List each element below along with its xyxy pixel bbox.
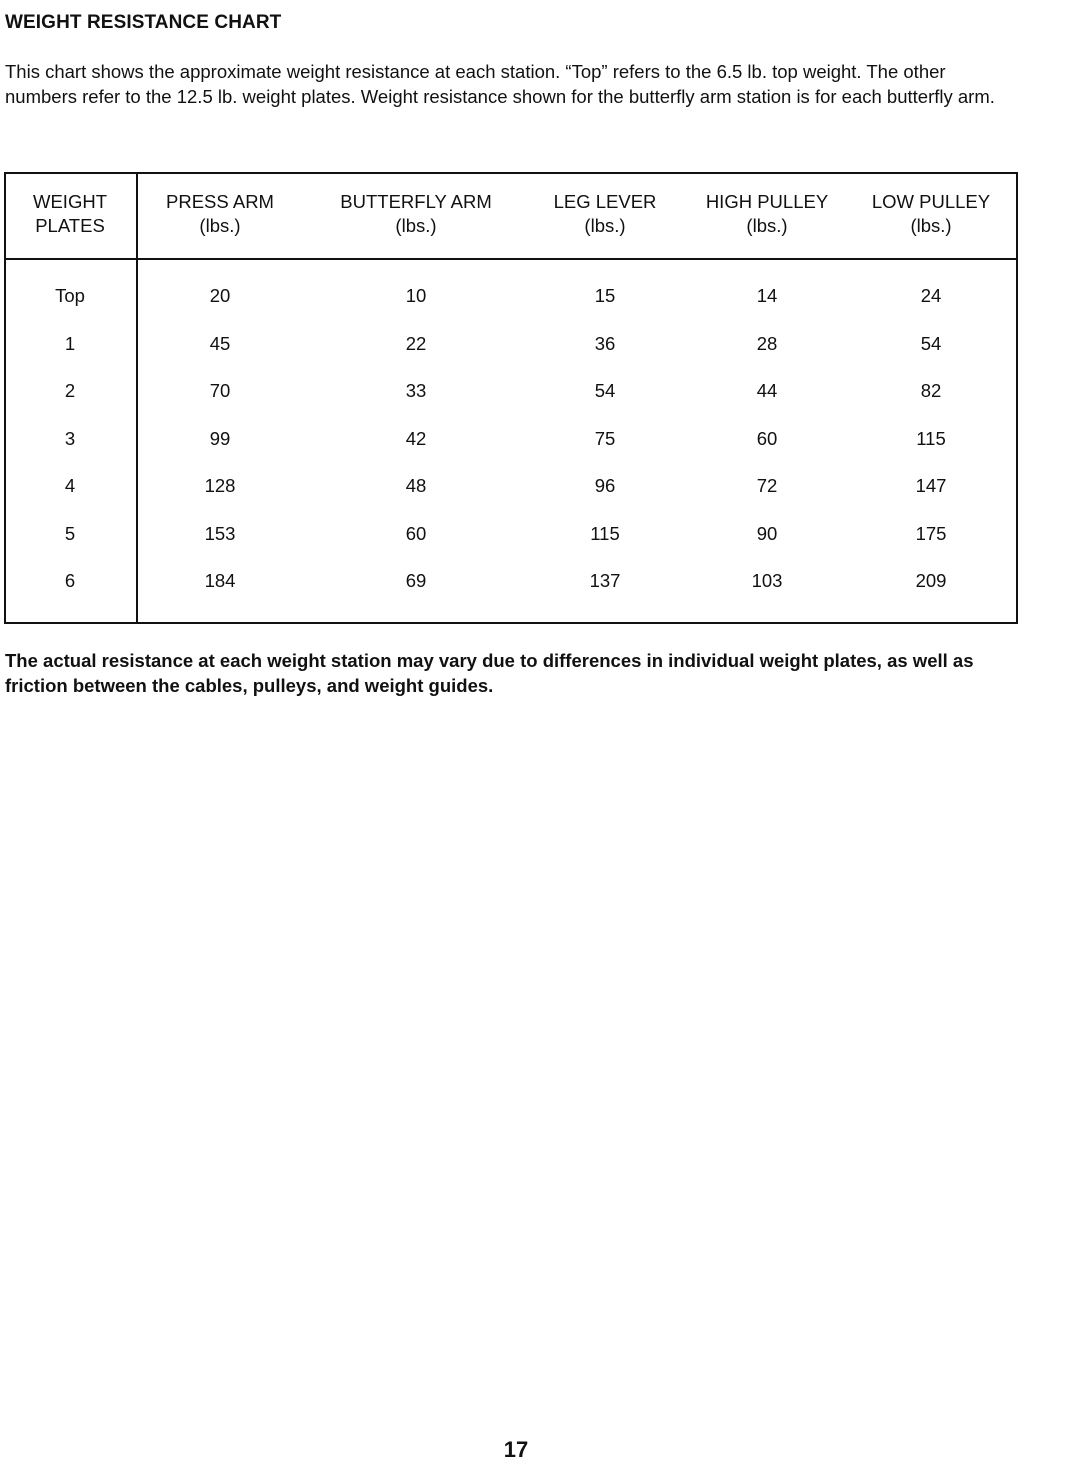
page-number: 17 [503, 1437, 529, 1462]
table-row-label: 4 [64, 475, 76, 496]
table-cell: 153 [204, 522, 236, 544]
header-leg-lever [554, 190, 657, 238]
table-cell: 20 [209, 285, 231, 306]
header-high-pulley [706, 190, 828, 238]
table-row-label: 1 [64, 332, 76, 354]
resistance-note: The actual resistance at each weight station may vary due to differences in individual weight plates, as well as friction between the cables, pulleys, and weight guides. [5, 650, 974, 696]
table-row-label: 6 [64, 570, 76, 591]
header-press-arm [166, 190, 274, 238]
table-cell: 60 [756, 427, 778, 449]
header-line2: (lbs.) [584, 215, 626, 236]
table-cell: 175 [915, 522, 947, 544]
header-line2: (lbs.) [395, 215, 437, 236]
page-title: WEIGHT RESISTANCE CHART [5, 12, 282, 33]
table-cell: 115 [590, 522, 620, 544]
table-row-label: 3 [64, 427, 76, 449]
header-butterfly-arm [340, 190, 491, 238]
table-cell: 54 [920, 332, 942, 354]
table-cell: 15 [594, 285, 616, 306]
header-low-pulley [872, 190, 990, 238]
table-cell: 209 [915, 570, 947, 591]
table-cell: 45 [209, 332, 231, 354]
table-cell: 14 [756, 285, 778, 306]
weight-resistance-table [4, 172, 1018, 624]
table-cell: 36 [594, 332, 616, 354]
table-cell: 10 [405, 285, 427, 306]
header-line2: PLATES [35, 215, 105, 236]
header-divider [6, 258, 1016, 260]
table-cell: 70 [209, 380, 231, 401]
table-cell: 90 [756, 522, 778, 544]
table-cell: 137 [589, 570, 621, 591]
header-line2: (lbs.) [746, 215, 788, 236]
table-cell: 69 [405, 570, 427, 591]
table-cell: 99 [209, 427, 231, 449]
header-line1: WEIGHT [33, 191, 107, 212]
header-line2: (lbs.) [199, 215, 241, 236]
header-line1: LOW PULLEY [871, 191, 991, 212]
table-cell: 184 [204, 570, 236, 591]
column-divider [136, 174, 138, 622]
table-cell: 24 [920, 285, 942, 306]
table-cell: 72 [756, 475, 778, 496]
table-row-label: Top [55, 285, 85, 306]
header-line1: LEG LEVER [553, 191, 657, 212]
table-row-label: 2 [64, 380, 76, 401]
table-cell: 44 [756, 380, 778, 401]
table-cell: 42 [405, 427, 427, 449]
table-cell: 33 [405, 380, 427, 401]
table-cell: 82 [920, 380, 942, 401]
table-cell: 96 [594, 475, 616, 496]
header-line1: BUTTERFLY ARM [340, 191, 492, 212]
header-weight-plates [33, 190, 107, 238]
intro-paragraph: This chart shows the approximate weight resistance at each station. “Top” refers to the 6.5 lb. top weight. The other numbers refer to the 12.5 lb. weight plates. Weight resistance shown for the butterfly arm station is for each butterfly arm. [5, 61, 995, 107]
table-cell: 147 [915, 475, 947, 496]
header-line1: PRESS ARM [166, 191, 274, 212]
table-cell: 103 [751, 570, 783, 591]
table-row-label: 5 [64, 522, 76, 544]
table-cell: 115 [916, 427, 946, 449]
table-cell: 48 [405, 475, 427, 496]
header-line1: HIGH PULLEY [705, 191, 829, 212]
table-cell: 28 [756, 332, 778, 354]
table-cell: 75 [594, 427, 616, 449]
header-line2: (lbs.) [910, 215, 952, 236]
table-cell: 128 [204, 475, 236, 496]
table-cell: 22 [405, 332, 427, 354]
table-cell: 54 [594, 380, 616, 401]
table-cell: 60 [405, 522, 427, 544]
